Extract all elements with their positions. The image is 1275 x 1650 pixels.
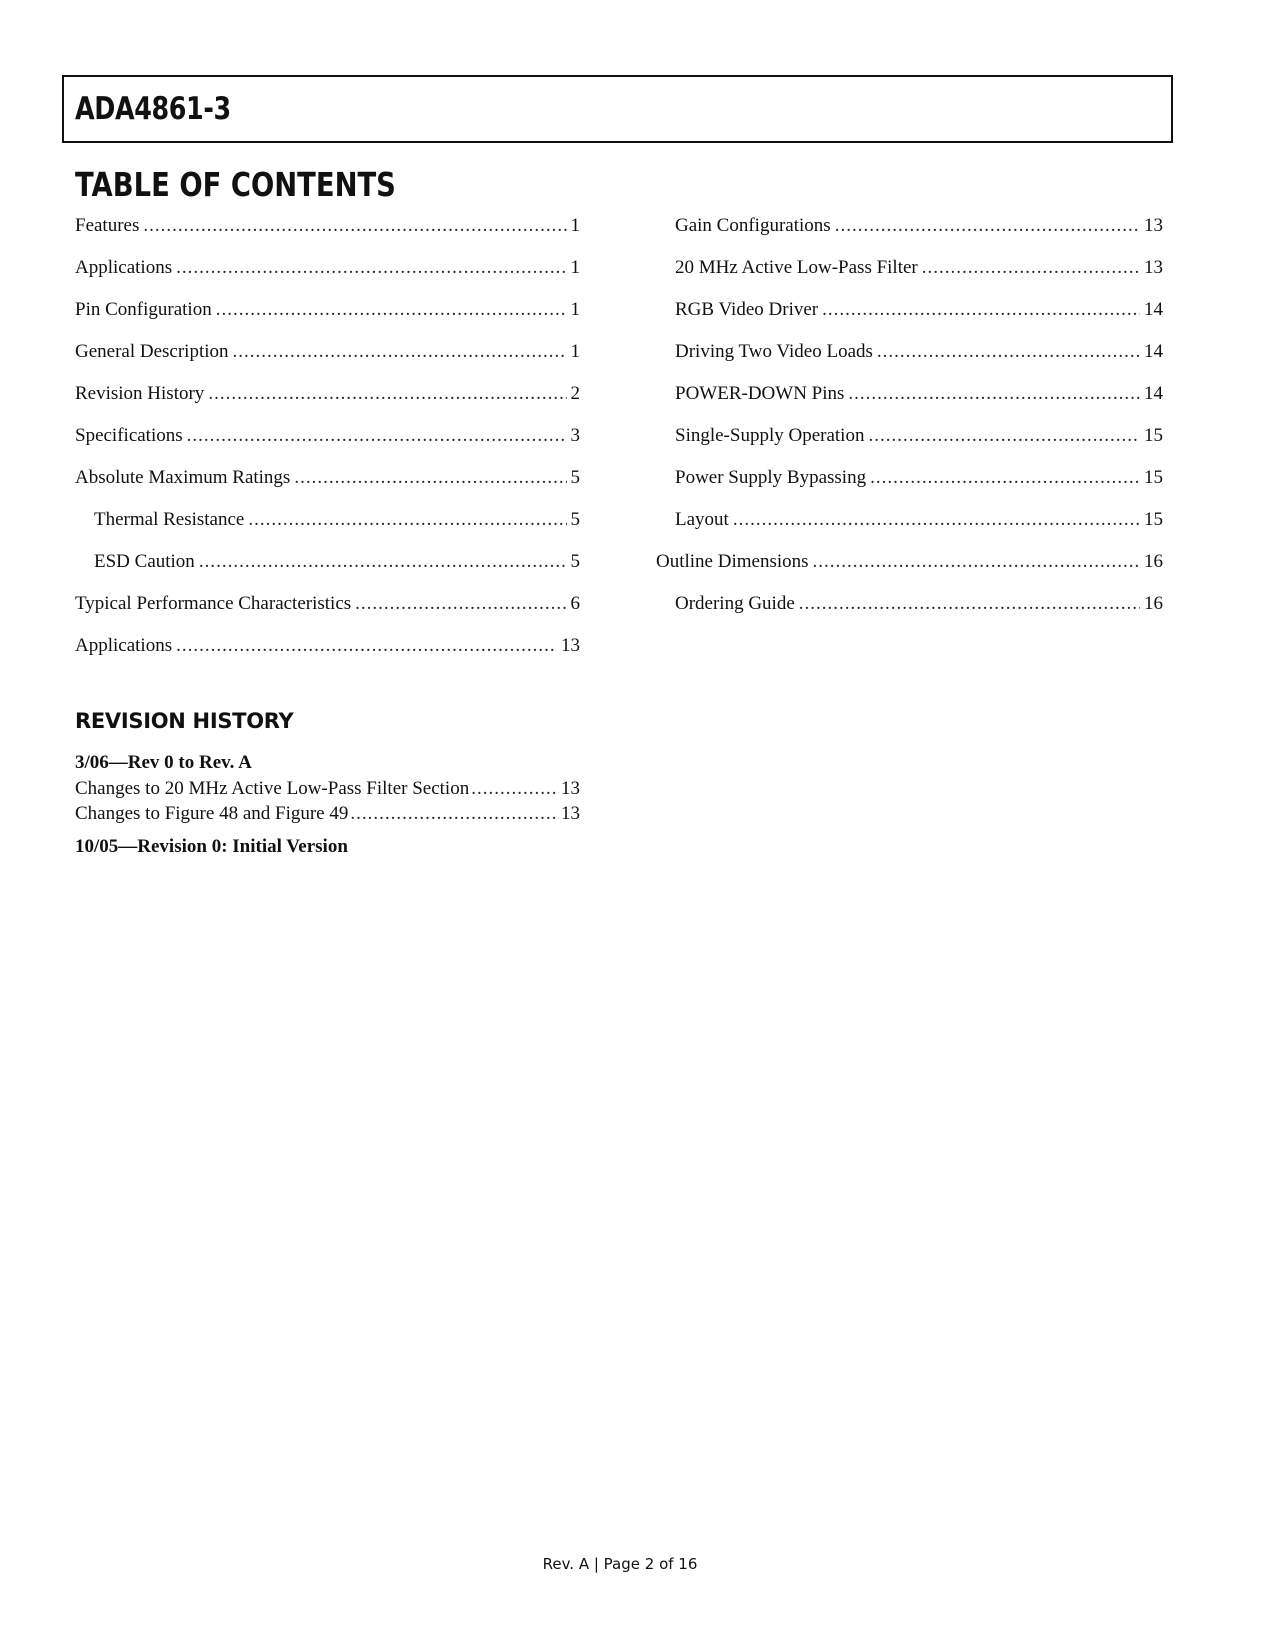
dot-leader bbox=[848, 381, 1140, 407]
dot-leader bbox=[143, 213, 566, 239]
dot-leader bbox=[187, 423, 567, 449]
toc-entry-gain-configurations[interactable] bbox=[656, 213, 1163, 255]
toc-page-number: 13 bbox=[1144, 215, 1163, 236]
dot-leader bbox=[176, 255, 566, 281]
revision-change-line bbox=[75, 801, 580, 826]
toc-page-number: 15 bbox=[1144, 425, 1163, 446]
toc-page-number: 14 bbox=[1144, 341, 1163, 362]
page-footer: Rev. A | Page 2 of 16 bbox=[542, 1555, 698, 1573]
dot-leader bbox=[877, 339, 1140, 365]
toc-entry-specifications[interactable] bbox=[75, 423, 580, 465]
toc-left-column bbox=[75, 213, 580, 675]
toc-label: Revision History bbox=[75, 383, 205, 404]
change-page-number: 13 bbox=[561, 778, 580, 799]
change-label: Changes to 20 MHz Active Low-Pass Filter Section bbox=[75, 778, 470, 799]
toc-label: Applications bbox=[75, 257, 173, 278]
toc-label: 20 MHz Active Low-Pass Filter bbox=[675, 257, 918, 278]
dot-leader bbox=[868, 423, 1140, 449]
change-page-number: 13 bbox=[561, 803, 580, 824]
toc-label: Applications bbox=[75, 635, 173, 656]
toc-label: Typical Performance Characteristics bbox=[75, 593, 352, 614]
toc-label: Thermal Resistance bbox=[94, 509, 245, 530]
toc-entry-applications[interactable] bbox=[75, 255, 580, 297]
toc-page-number: 1 bbox=[570, 215, 580, 236]
toc-label: POWER-DOWN Pins bbox=[675, 383, 845, 404]
toc-page-number: 13 bbox=[561, 635, 580, 656]
toc-label: ESD Caution bbox=[94, 551, 195, 572]
toc-page-number: 14 bbox=[1144, 299, 1163, 320]
toc-label: General Description bbox=[75, 341, 229, 362]
toc-entry-applications-section[interactable] bbox=[75, 633, 580, 675]
toc-label: Pin Configuration bbox=[75, 299, 212, 320]
toc-page-number: 6 bbox=[570, 593, 580, 614]
toc-entry-features[interactable] bbox=[75, 213, 580, 255]
toc-right-column bbox=[656, 213, 1163, 633]
toc-entry-thermal-resistance[interactable] bbox=[75, 507, 580, 549]
toc-entry-power-supply-bypassing[interactable] bbox=[656, 465, 1163, 507]
dot-leader bbox=[216, 297, 567, 323]
revision-history-heading: REVISION HISTORY bbox=[75, 709, 294, 733]
toc-entry-driving-two-video-loads[interactable] bbox=[656, 339, 1163, 381]
dot-leader bbox=[208, 381, 566, 407]
dot-leader bbox=[813, 549, 1140, 575]
toc-entry-single-supply-operation[interactable] bbox=[656, 423, 1163, 465]
toc-page-number: 5 bbox=[570, 467, 580, 488]
toc-entry-pin-configuration[interactable] bbox=[75, 297, 580, 339]
toc-label: Outline Dimensions bbox=[656, 551, 809, 572]
dot-leader bbox=[233, 339, 567, 365]
dot-leader bbox=[822, 297, 1140, 323]
toc-title: TABLE OF CONTENTS bbox=[75, 165, 396, 204]
toc-label: Features bbox=[75, 215, 140, 236]
toc-entry-low-pass-filter[interactable] bbox=[656, 255, 1163, 297]
toc-entry-power-down-pins[interactable] bbox=[656, 381, 1163, 423]
toc-page-number: 14 bbox=[1144, 383, 1163, 404]
toc-page-number: 2 bbox=[570, 383, 580, 404]
toc-page-number: 1 bbox=[570, 341, 580, 362]
dot-leader bbox=[733, 507, 1140, 533]
toc-label: Gain Configurations bbox=[675, 215, 831, 236]
toc-label: Layout bbox=[675, 509, 729, 530]
dot-leader bbox=[294, 465, 566, 491]
toc-page-number: 3 bbox=[570, 425, 580, 446]
dot-leader bbox=[248, 507, 566, 533]
revision-0-block bbox=[75, 834, 580, 860]
toc-entry-outline-dimensions[interactable] bbox=[656, 549, 1163, 591]
toc-entry-rgb-video-driver[interactable] bbox=[656, 297, 1163, 339]
dot-leader bbox=[922, 255, 1140, 281]
toc-label: Absolute Maximum Ratings bbox=[75, 467, 291, 488]
header-box bbox=[62, 75, 1173, 143]
dot-leader bbox=[350, 801, 559, 826]
dot-leader bbox=[355, 591, 566, 617]
toc-entry-absolute-maximum-ratings[interactable] bbox=[75, 465, 580, 507]
toc-entry-layout[interactable] bbox=[656, 507, 1163, 549]
toc-entry-revision-history[interactable] bbox=[75, 381, 580, 423]
toc-label: Driving Two Video Loads bbox=[675, 341, 873, 362]
dot-leader bbox=[835, 213, 1140, 239]
toc-page-number: 13 bbox=[1144, 257, 1163, 278]
revision-a-title: 3/06—Rev 0 to Rev. A bbox=[75, 752, 252, 773]
part-number: ADA4861-3 bbox=[75, 91, 231, 127]
toc-label: RGB Video Driver bbox=[675, 299, 819, 320]
dot-leader bbox=[199, 549, 567, 575]
toc-label: Power Supply Bypassing bbox=[675, 467, 867, 488]
toc-entry-ordering-guide[interactable] bbox=[656, 591, 1163, 633]
dot-leader bbox=[799, 591, 1140, 617]
toc-page-number: 16 bbox=[1144, 551, 1163, 572]
toc-entry-esd-caution[interactable] bbox=[75, 549, 580, 591]
dot-leader bbox=[176, 633, 557, 659]
toc-page-number: 1 bbox=[570, 299, 580, 320]
toc-page-number: 15 bbox=[1144, 509, 1163, 530]
toc-page-number: 5 bbox=[570, 509, 580, 530]
toc-label: Single-Supply Operation bbox=[675, 425, 865, 446]
toc-page-number: 16 bbox=[1144, 593, 1163, 614]
toc-page-number: 15 bbox=[1144, 467, 1163, 488]
toc-entry-general-description[interactable] bbox=[75, 339, 580, 381]
revision-0-title: 10/05—Revision 0: Initial Version bbox=[75, 836, 348, 857]
revision-a-block bbox=[75, 750, 580, 826]
dot-leader bbox=[870, 465, 1140, 491]
toc-page-number: 1 bbox=[570, 257, 580, 278]
change-label: Changes to Figure 48 and Figure 49 bbox=[75, 803, 349, 824]
dot-leader bbox=[471, 776, 559, 801]
toc-label: Specifications bbox=[75, 425, 183, 446]
toc-entry-typical-performance[interactable] bbox=[75, 591, 580, 633]
toc-label: Ordering Guide bbox=[675, 593, 795, 614]
toc-page-number: 5 bbox=[570, 551, 580, 572]
revision-change-line bbox=[75, 776, 580, 801]
